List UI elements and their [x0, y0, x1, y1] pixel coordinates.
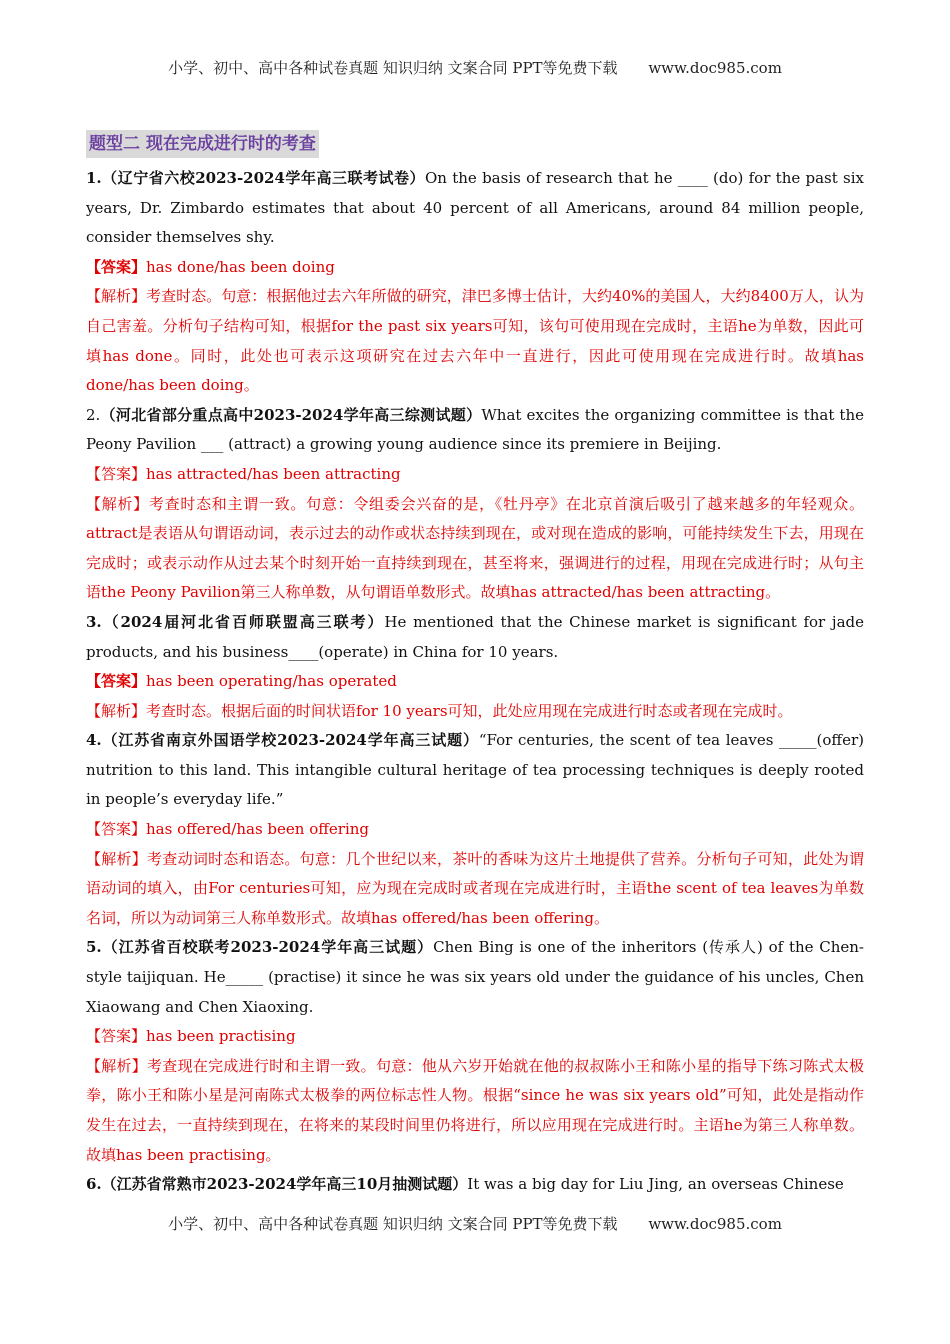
- question-number: 4.: [86, 731, 102, 750]
- question-2: [86, 401, 864, 460]
- question-source: （江苏省南京外国语学校2023-2024学年高三试题）: [101, 731, 479, 750]
- question-number: 1.: [86, 169, 102, 187]
- answer-label: 【答案】: [86, 1027, 147, 1046]
- question-6: [86, 1170, 864, 1200]
- question-source: （2024届河北省百师联盟高三联考）: [101, 612, 385, 631]
- analysis-4: [86, 845, 864, 934]
- question-source: （江苏省常熟市2023-2024学年高三10月抽测试题）: [101, 1175, 468, 1194]
- answer-3: [86, 667, 864, 697]
- question-5: [86, 933, 864, 1022]
- answer-label: 【答案】: [86, 672, 147, 691]
- question-source: （江苏省百校联考2023-2024学年高三试题）: [101, 938, 434, 957]
- analysis-2: [86, 490, 864, 608]
- analysis-5: [86, 1052, 864, 1170]
- analysis-label: 【解析】: [86, 494, 149, 513]
- question-1: [86, 164, 864, 253]
- header-text: 小学、初中、高中各种试卷真题 知识归纳 文案合同 PPT等免费下载: [168, 59, 618, 77]
- answer-text: has done/has been doing: [146, 257, 335, 276]
- question-3: [86, 608, 864, 667]
- analysis-text: 考查时态。句意：根据他过去六年所做的研究，津巴多博士估计，大约40%的美国人，大约8400万人，认为自己害羞。分析句子结构可知，根据for the past six years可知，该句可使用现在完成时，主语he为单数，因此可填has done。同时，此处也可表示这项研究在过去六年中一直进行，因此可使用现在完成进行时。故填has done/has been doing。: [86, 287, 864, 395]
- answer-text: has been practising: [146, 1027, 296, 1046]
- analysis-text: 考查时态和主谓一致。句意：令组委会兴奋的是，《牡丹亭》在北京首演后吸引了越来越多的年轻观众。attract是表语从句谓语动词，表示过去的动作或状态持续到现在，或对现在造成的影响，可能持续发生下去，用现在完成时；或表示动作从过去某个时刻开始一直持续到现在，甚至将来，强调进行的过程，用现在完成进行时；从句主语the Peony Pavilion第三人称单数，从句谓语单数形式。故填has attracted/has been attracting。: [86, 494, 864, 602]
- question-number: 6.: [86, 1175, 102, 1194]
- question-text: He mentioned that the Chinese market is significant for jade products, and his business____(operate) in China for 10 years.: [86, 612, 864, 661]
- analysis-3: [86, 697, 864, 727]
- answer-1: [86, 253, 864, 283]
- section-title: 题型二 现在完成进行时的考查: [86, 130, 319, 158]
- analysis-label: 【解析】: [86, 849, 148, 868]
- analysis-text: 考查现在完成进行时和主谓一致。句意：他从六岁开始就在他的叔叔陈小王和陈小星的指导下练习陈式太极拳，陈小王和陈小星是河南陈式太极拳的两位标志性人物。根据“since he was six years old”可知，此处是指动作发生在过去，一直持续到现在，在将来的某段时间里仍将进行，所以应用现在完成进行时。主语he为第三人称单数。故填has been practising。: [86, 1056, 864, 1164]
- footer-url[interactable]: www.doc985.com: [648, 1215, 782, 1233]
- question-number: 3.: [86, 612, 102, 631]
- answer-2: [86, 460, 864, 490]
- question-4: [86, 726, 864, 815]
- header-url[interactable]: www.doc985.com: [648, 59, 782, 77]
- question-source: （辽宁省六校2023-2024学年高三联考试卷）: [101, 169, 425, 187]
- page-header: [0, 57, 950, 78]
- answer-label: 【答案】: [86, 820, 147, 839]
- answer-label: 【答案】: [86, 464, 147, 483]
- document-body: [86, 130, 864, 1200]
- question-number: 5.: [86, 938, 102, 957]
- page-footer: [0, 1213, 950, 1234]
- question-text: On the basis of research that he ____ (do) for the past six years, Dr. Zimbardo estimates that about 40 percent of all Americans, around 84 million people, consider themselves shy.: [86, 169, 864, 247]
- question-source: （河北省部分重点高中2023-2024学年高三综测试题）: [100, 405, 482, 424]
- answer-text: has offered/has been offering: [146, 820, 370, 839]
- answer-text: has attracted/has been attracting: [146, 464, 401, 483]
- question-text: It was a big day for Liu Jing, an overseas Chinese: [467, 1175, 844, 1194]
- answer-label: 【答案】: [86, 257, 147, 276]
- answer-text: has been operating/has operated: [146, 672, 397, 691]
- analysis-text: 考查动词时态和语态。句意：几个世纪以来，茶叶的香味为这片土地提供了营养。分析句子可知，此处为谓语动词的填入，由For centuries可知，应为现在完成时或者现在完成进行时，主语the scent of tea leaves为单数名词，所以为动词第三人称单数形式。故填has offered/has been offering。: [86, 849, 864, 927]
- analysis-label: 【解析】: [86, 701, 147, 720]
- footer-text: 小学、初中、高中各种试卷真题 知识归纳 文案合同 PPT等免费下载: [168, 1215, 618, 1233]
- analysis-label: 【解析】: [86, 1056, 148, 1075]
- analysis-1: [86, 282, 864, 400]
- question-text: What excites the organizing committee is that the Peony Pavilion ___ (attract) a growing young audience since its premiere in Beijing.: [86, 405, 864, 454]
- question-number: 2.: [86, 405, 101, 424]
- question-text: “For centuries, the scent of tea leaves _____(offer) nutrition to this land. This intangible cultural heritage of tea processing techniques is deeply rooted in people’s everyday life.”: [86, 731, 864, 809]
- question-text: Chen Bing is one of the inheritors (传承人) of the Chen-style taijiquan. He_____ (practise) it since he was six years old under the guidance of his uncles, Chen Xiaowang and Chen Xiaoxing.: [86, 938, 864, 1016]
- answer-4: [86, 815, 864, 845]
- analysis-label: 【解析】: [86, 287, 147, 306]
- analysis-text: 考查时态。根据后面的时间状语for 10 years可知，此处应用现在完成进行时态或者现在完成时。: [146, 701, 793, 720]
- answer-5: [86, 1022, 864, 1052]
